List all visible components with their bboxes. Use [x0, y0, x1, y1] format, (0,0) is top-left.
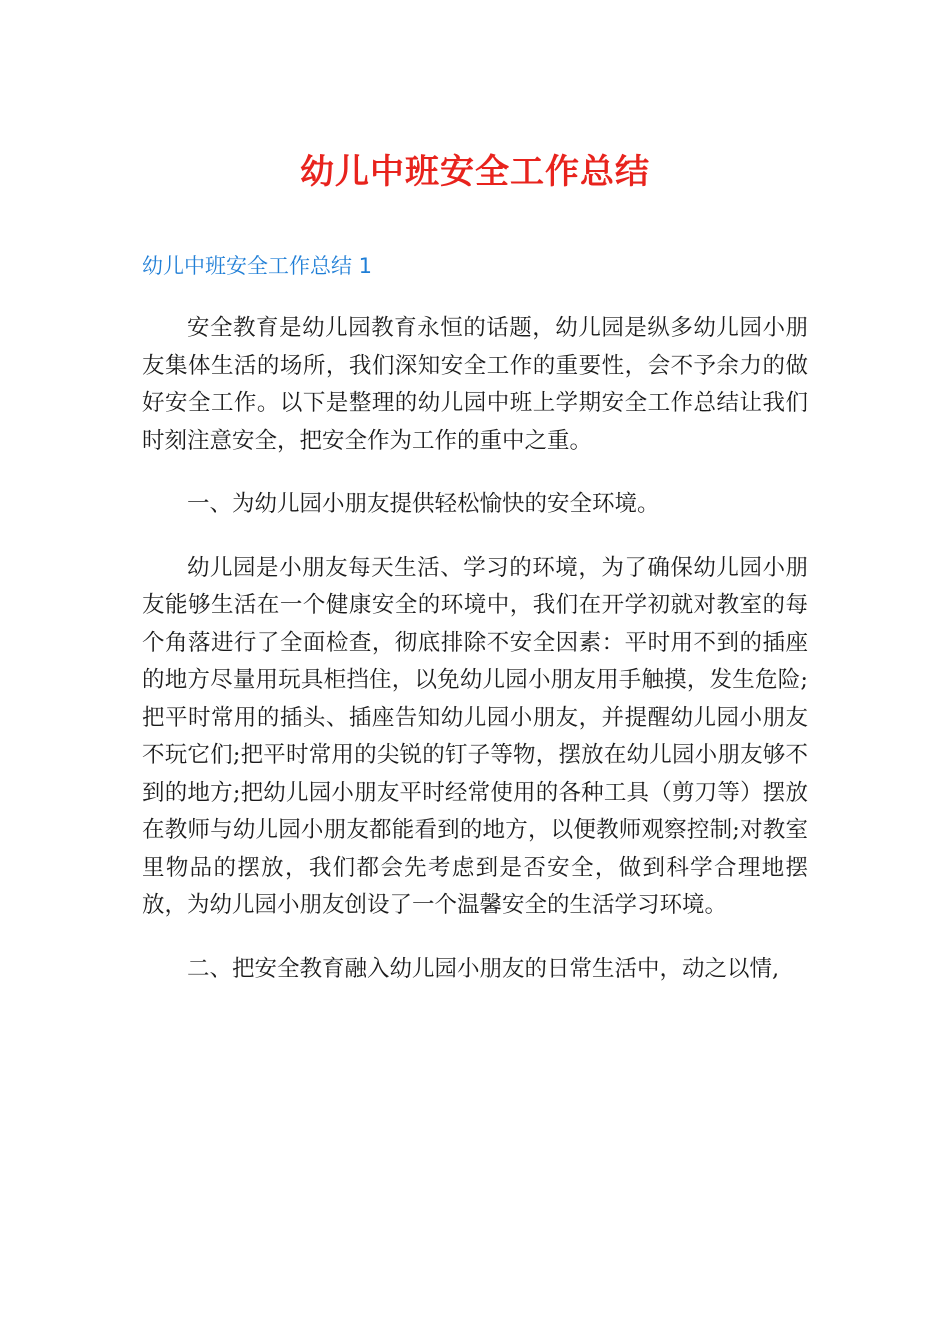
- document-title: 幼儿中班安全工作总结: [300, 151, 650, 192]
- section-heading: 幼儿中班安全工作总结 1: [142, 254, 373, 278]
- paragraph-intro: 安全教育是幼儿园教育永恒的话题，幼儿园是纵多幼儿园小朋友集体生活的场所，我们深知安全工作的重要性，会不予余力的做好安全工作。以下是整理的幼儿园中班上学期安全工作总结让我们时刻注意安全，把安全作为工作的重中之重。: [142, 315, 808, 454]
- paragraph-environment: 幼儿园是小朋友每天生活、学习的环境，为了确保幼儿园小朋友能够生活在一个健康安全的环境中，我们在开学初就对教室的每个角落进行了全面检查，彻底排除不安全因素：平时用不到的插座的地方尽量用玩具柜挡住，以免幼儿园小朋友用手触摸，发生危险;把平时常用的插头、插座告知幼儿园小朋友，并提醒幼儿园小朋友不玩它们;把平时常用的尖锐的钉子等物，摆放在幼儿园小朋友够不到的地方;把幼儿园小朋友平时经常使用的各种工具（剪刀等）摆放在教师与幼儿园小朋友都能看到的地方，以便教师观察控制;对教室里物品的摆放，我们都会先考虑到是否安全，做到科学合理地摆放，为幼儿园小朋友创设了一个温馨安全的生活学习环境。: [142, 554, 808, 918]
- document-body: [142, 310, 808, 1014]
- paragraph-point-two-heading: 二、把安全教育融入幼儿园小朋友的日常生活中，动之以情,: [187, 955, 780, 982]
- paragraph-point-one-heading: 一、为幼儿园小朋友提供轻松愉快的安全环境。: [187, 491, 660, 517]
